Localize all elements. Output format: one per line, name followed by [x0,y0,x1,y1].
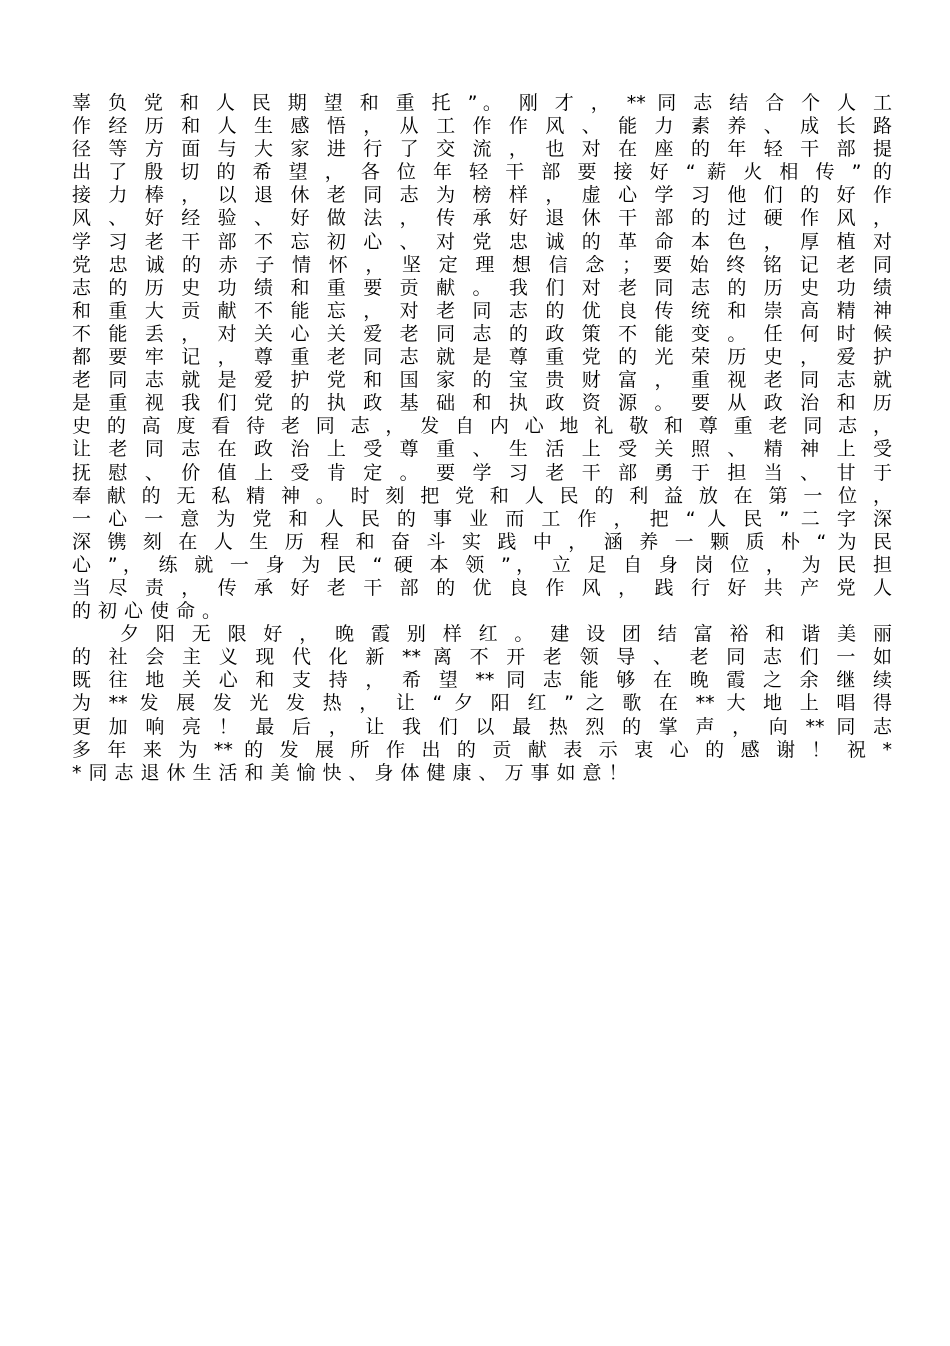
text-line: 让 老 同 志 在 政 治 上 受 尊 重 、 生 活 上 受 关 照 、 精 神 上 受 [72,438,892,461]
text-line: 为 ** 发 展 发 光 发 热 ， 让 “ 夕 阳 红 ” 之 歌 在 ** 大 地 上 唱 得 [72,692,892,715]
text-line: 学 习 老 干 部 不 忘 初 心 、 对 党 忠 诚 的 革 命 本 色 ， 厚 植 对 [72,230,892,253]
text-line: 多 年 来 为 ** 的 发 展 所 作 出 的 贡 献 表 示 衷 心 的 感 谢 ！ 祝 * [72,738,892,761]
text-line: 都 要 牢 记 ， 尊 重 老 同 志 就 是 尊 重 党 的 光 荣 历 史 ， 爱 护 [72,346,892,369]
text-line: 出 了 殷 切 的 希 望 ， 各 位 年 轻 干 部 要 接 好 “ 薪 火 相 传 ” 的 [72,161,892,184]
text-line: 当 尽 责 ， 传 承 好 老 干 部 的 优 良 作 风 ， 践 行 好 共 产 党 人 [72,576,892,599]
text-line: 不 能 丢 ， 对 关 心 关 爱 老 同 志 的 政 策 不 能 变 。 任 何 时 候 [72,322,892,345]
text-line: 抚 慰 、 价 值 上 受 肯 定 。 要 学 习 老 干 部 勇 于 担 当 、 甘 于 [72,461,892,484]
text-line: 老 同 志 就 是 爱 护 党 和 国 家 的 宝 贵 财 富 ， 重 视 老 同 志 就 [72,369,892,392]
text-line: 一 心 一 意 为 党 和 人 民 的 事 业 而 工 作 ， 把 “ 人 民 ” 二 字 深 [72,507,892,530]
text-line: *同志退休生活和美愉快、身体健康、万事如意！ [72,761,635,784]
text-line: 夕 阳 无 限 好 ， 晚 霞 别 样 红 。 建 设 团 结 富 裕 和 谐 美 丽 [120,623,892,646]
text-line: 接 力 棒 ， 以 退 休 老 同 志 为 榜 样 ， 虚 心 学 习 他 们 的 好 作 [72,184,892,207]
text-line: 径 等 方 面 与 大 家 进 行 了 交 流 ， 也 对 在 座 的 年 轻 干 部 提 [72,138,892,161]
text-line: 党 忠 诚 的 赤 子 情 怀 ， 坚 定 理 想 信 念 ； 要 始 终 铭 记 老 同 [72,253,892,276]
text-line: 深 镌 刻 在 人 生 历 程 和 奋 斗 实 践 中 ， 涵 养 一 颗 质 朴 “ 为 民 [72,530,892,553]
text-line: 更 加 响 亮 ！ 最 后 ， 让 我 们 以 最 热 烈 的 掌 声 ， 向 ** 同 志 [72,715,892,738]
paragraph-2 [72,623,892,785]
text-line: 志 的 历 史 功 绩 和 重 要 贡 献 。 我 们 对 老 同 志 的 历 史 功 绩 [72,276,892,299]
text-line: 和 重 大 贡 献 不 能 忘 ， 对 老 同 志 的 优 良 传 统 和 崇 高 精 神 [72,299,892,322]
text-line: 辜 负 党 和 人 民 期 望 和 重 托 ”。 刚 才 ， ** 同 志 结 合 个 人 工 [72,92,892,114]
text-line: 的初心使命。 [72,600,229,623]
document-body [72,92,892,785]
text-line: 心 ”， 练 就 一 身 为 民 “ 硬 本 领 ”， 立 足 自 身 岗 位 ， 为 民 担 [72,553,892,576]
text-line: 既 往 地 关 心 和 支 持 ， 希 望 ** 同 志 能 够 在 晚 霞 之 余 继 续 [72,669,892,692]
text-line: 是 重 视 我 们 党 的 执 政 基 础 和 执 政 资 源 。 要 从 政 治 和 历 [72,392,892,415]
text-line: 奉 献 的 无 私 精 神 。 时 刻 把 党 和 人 民 的 利 益 放 在 第 一 位 ， [72,484,892,507]
text-line: 风 、 好 经 验 、 好 做 法 ， 传 承 好 退 休 干 部 的 过 硬 作 风 ， [72,207,892,230]
paragraph-1 [72,92,892,623]
text-line: 史 的 高 度 看 待 老 同 志 ， 发 自 内 心 地 礼 敬 和 尊 重 老 同 志 ， [72,415,892,438]
text-line: 作 经 历 和 人 生 感 悟 ， 从 工 作 作 风 、 能 力 素 养 、 成 长 路 [72,115,892,138]
text-line: 的 社 会 主 义 现 代 化 新 ** 离 不 开 老 领 导 、 老 同 志 们 一 如 [72,646,892,669]
